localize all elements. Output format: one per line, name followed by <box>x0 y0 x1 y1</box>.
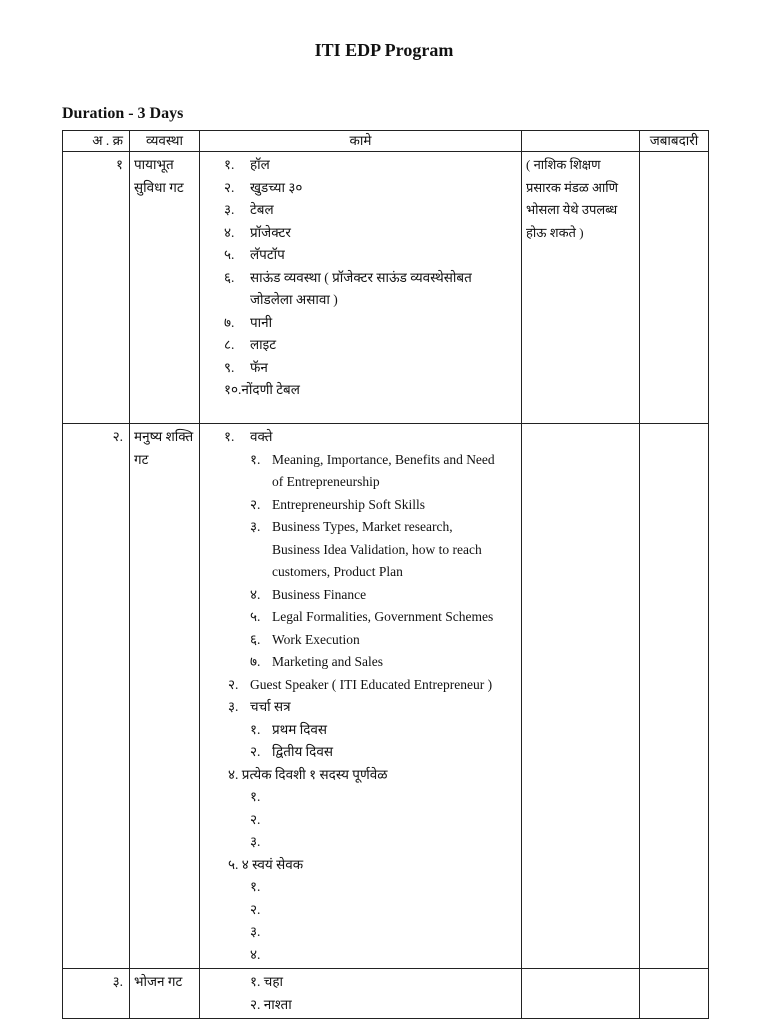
list-item: १. प्रथम दिवस <box>250 721 328 737</box>
row-note: ( नाशिक शिक्षण प्रसारक मंडळ आणि भोसला येथे उपलब्ध होऊ शकते ) <box>522 152 640 424</box>
list-item: २. नाश्ता <box>250 996 292 1012</box>
list-item: ६. साऊंड व्यवस्था ( प्रॉजेक्टर साऊंड व्यवस्थेसोबत <box>224 269 472 285</box>
row-number: २. <box>63 424 130 969</box>
row-group: भोजन गट <box>130 969 200 1019</box>
list-item-continuation: of Entrepreneurship <box>272 474 380 489</box>
list-item-continuation: customers, Product Plan <box>272 564 403 579</box>
list-item: ३. टेबल <box>224 202 274 217</box>
list-item: २. <box>250 811 261 827</box>
list-item-continuation: जोडलेला असावा ) <box>250 292 338 307</box>
list-item: २. <box>250 901 261 917</box>
duration-heading: Duration - 3 Days <box>62 105 184 122</box>
list-item: ४. प्रत्येक दिवशी १ सदस्य पूर्णवेळ <box>228 766 388 782</box>
list-item: ५. ४ स्वयं सेवक <box>228 856 304 872</box>
list-item: १. हॉल <box>224 157 270 172</box>
header-notes <box>522 131 640 152</box>
header-arrangement: व्यवस्था <box>130 131 200 152</box>
list-item: ५. Legal Formalities, Government Schemes <box>250 609 494 624</box>
list-item: १. <box>250 789 261 804</box>
row-group: पायाभूत सुविधा गट <box>130 152 200 424</box>
page-title: ITI EDP Program <box>314 40 454 60</box>
header-tasks: कामे <box>200 131 522 152</box>
table-row <box>63 424 709 969</box>
list-item: ३. <box>250 924 261 939</box>
list-item: ३. Business Types, Market research, <box>250 519 453 534</box>
row-number: ३. <box>63 969 130 1019</box>
row-responsibility <box>640 424 709 969</box>
row-responsibility <box>640 969 709 1019</box>
list-item: २. खुडच्या ३० <box>224 179 303 195</box>
list-item: ६. Work Execution <box>250 631 360 647</box>
list-item: ३. चर्चा सत्र <box>228 699 291 714</box>
list-item-continuation: Business Idea Validation, how to reach <box>272 541 482 557</box>
list-item: ८. लाइट <box>224 337 277 352</box>
list-item: ४. Business Finance <box>250 586 367 602</box>
list-item: ४. <box>250 946 261 962</box>
list-item: १. <box>250 879 261 894</box>
list-item: २. द्वितीय दिवस <box>250 744 333 759</box>
list-item: १. चहा <box>250 974 284 989</box>
row-responsibility <box>640 152 709 424</box>
row-number: १ <box>63 152 130 424</box>
list-item: २. Guest Speaker ( ITI Educated Entrepreneur ) <box>228 676 493 692</box>
list-item: ९. फॅन <box>224 359 268 375</box>
program-table <box>62 130 709 1019</box>
list-item: २. Entrepreneurship Soft Skills <box>250 496 425 512</box>
table-row <box>63 969 709 1019</box>
list-item: १०.नोंदणी टेबल <box>224 382 300 397</box>
row-group: मनुष्य शक्ति गट <box>130 424 200 969</box>
list-item: १. वक्ते <box>224 429 273 444</box>
list-item: ७. पानी <box>224 314 273 330</box>
list-item: ४. प्रॉजेक्टर <box>224 224 291 240</box>
list-item: १. Meaning, Importance, Benefits and Need <box>250 451 495 467</box>
row-tasks <box>200 424 522 969</box>
header-responsibility: जबाबदारी <box>640 131 709 152</box>
header-serial: अ . क्र <box>63 131 130 152</box>
row-note <box>522 424 640 969</box>
list-item: ७. Marketing and Sales <box>250 654 383 669</box>
table-header-row <box>63 131 709 152</box>
row-note <box>522 969 640 1019</box>
list-item: ३. <box>250 834 261 849</box>
row-tasks <box>200 152 522 424</box>
row-tasks <box>200 969 522 1019</box>
list-item: ५. लॅपटॉप <box>224 247 285 262</box>
table-row <box>63 152 709 424</box>
